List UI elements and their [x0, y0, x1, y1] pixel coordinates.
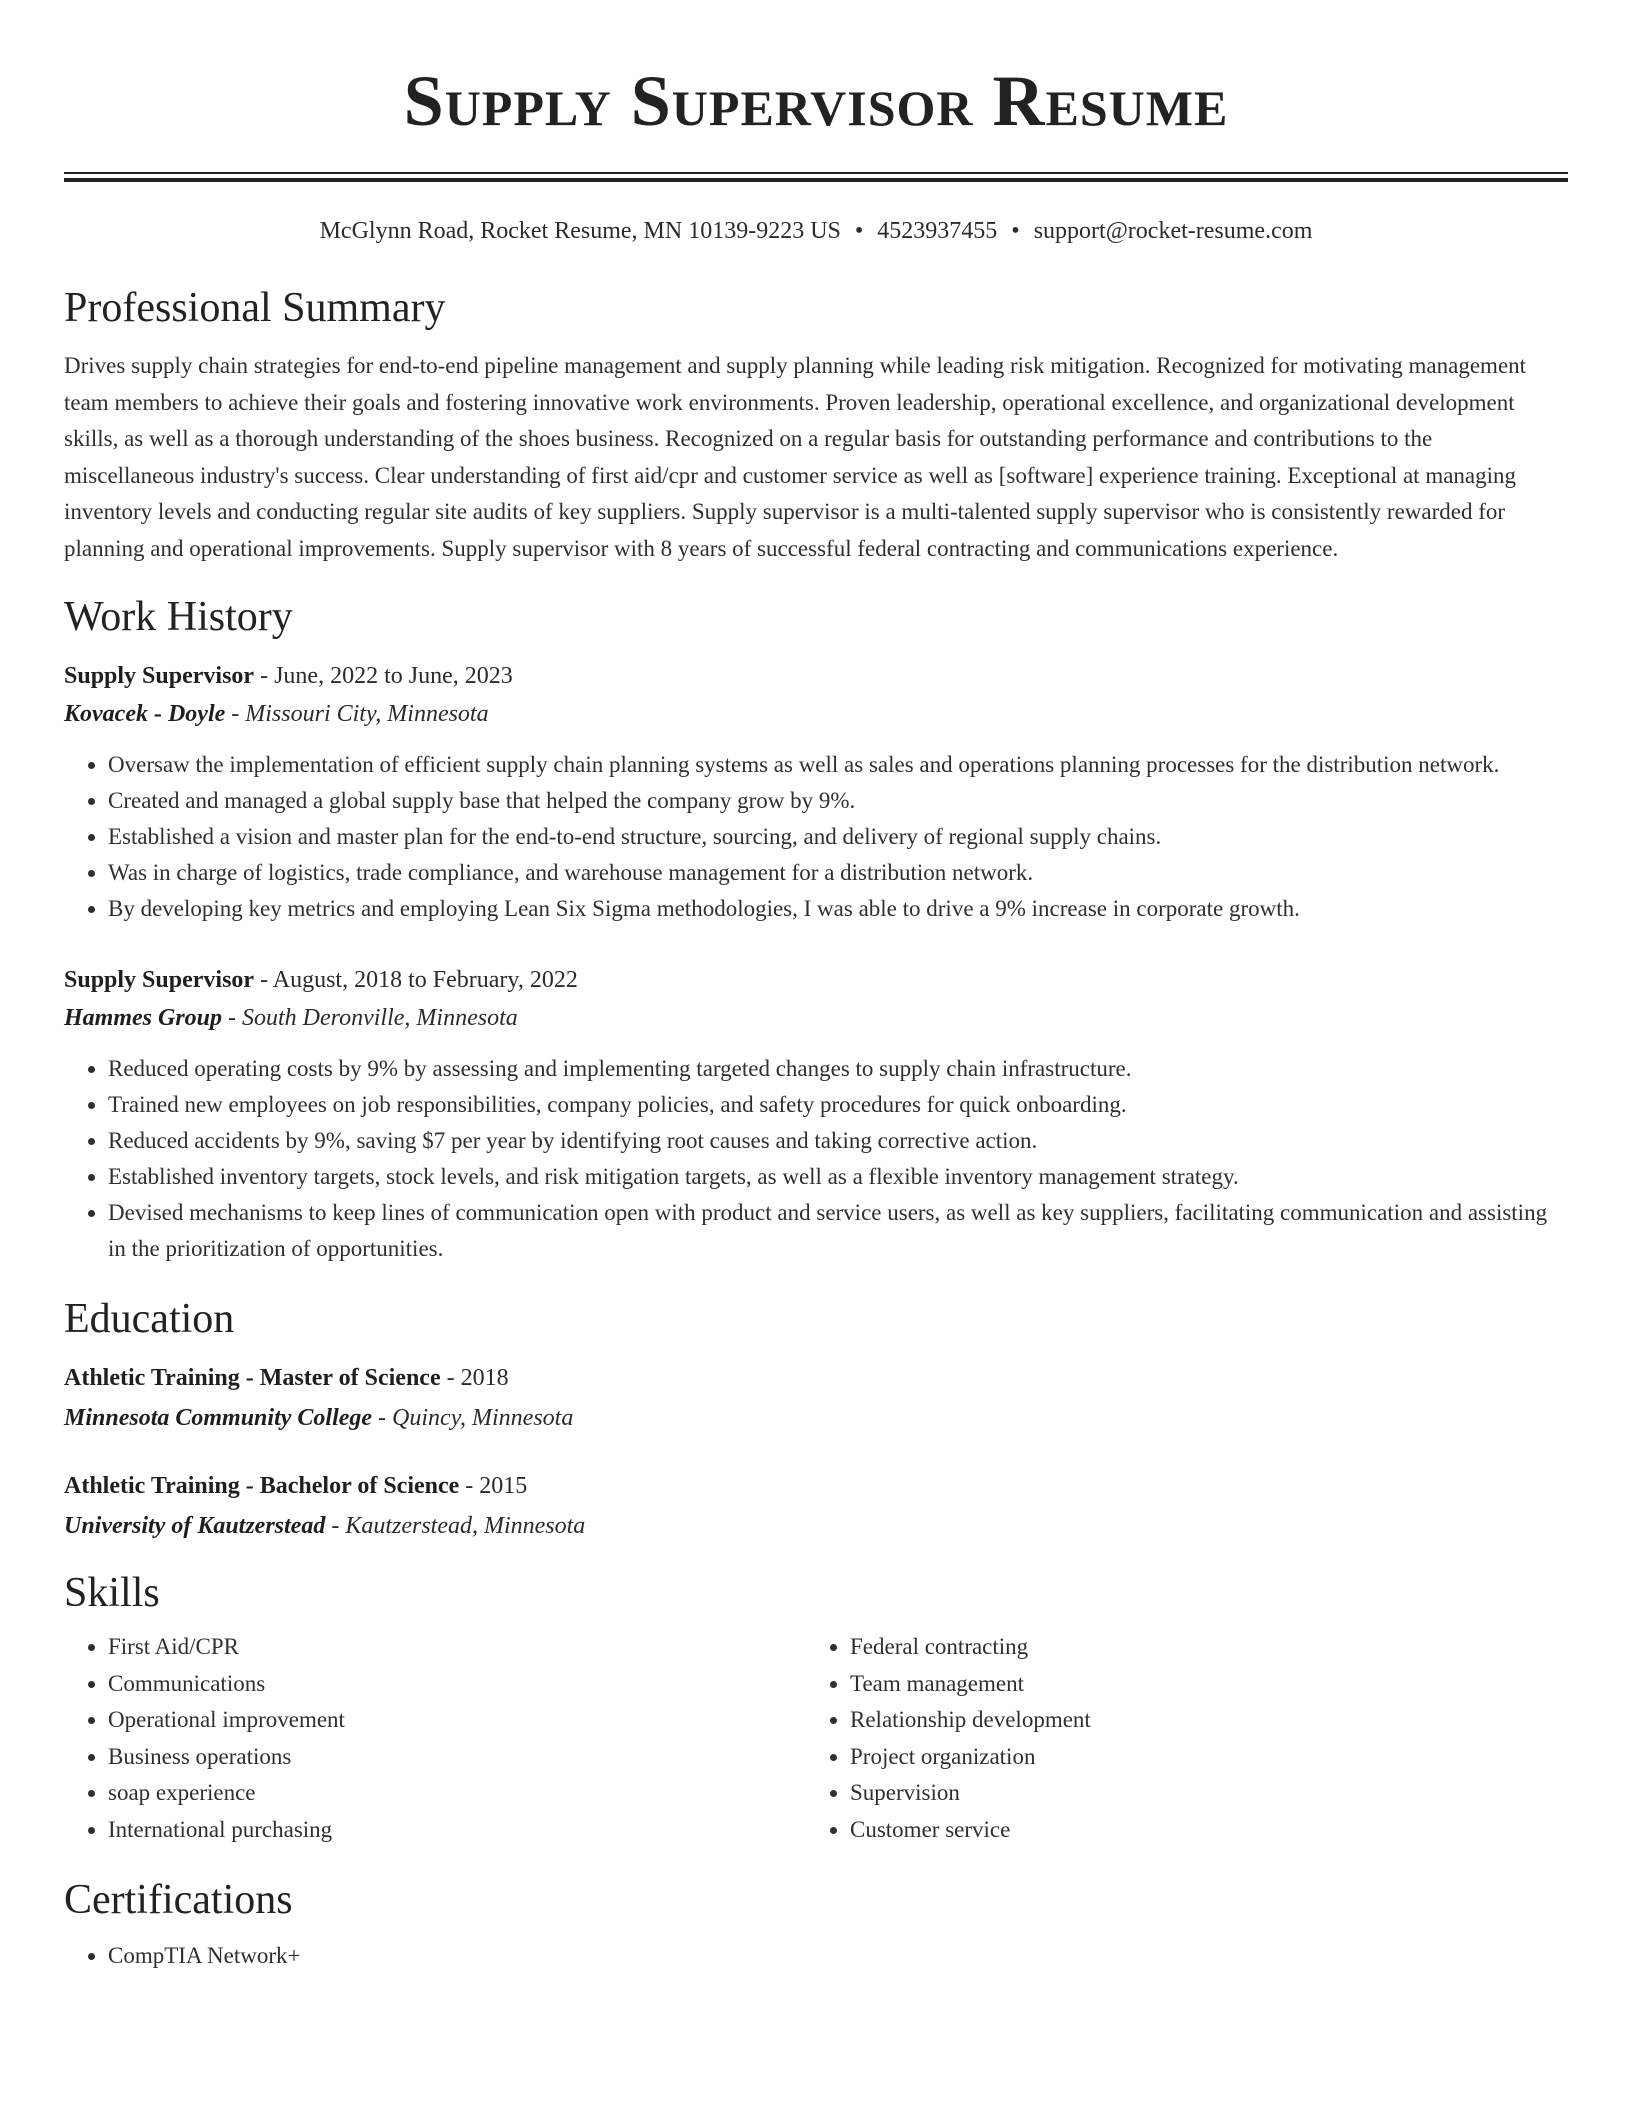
- contact-line: [64, 214, 1568, 248]
- job-bullet: • Reduced accidents by 9%, saving $7 per year by identifying root causes and taking corrective action.: [108, 1123, 1568, 1159]
- job-bullet: • Created and managed a global supply base that helped the company grow by 9%.: [108, 783, 1568, 819]
- skills-column-left: [64, 1629, 806, 1848]
- education-degree-line: [64, 1467, 1568, 1505]
- title-divider: [64, 172, 1568, 182]
- job-title: Supply Supervisor: [64, 967, 255, 993]
- education-heading: Education: [64, 1296, 235, 1342]
- job-bullet: • Established a vision and master plan for the end-to-end structure, sourcing, and delivery of regional supply chains.: [108, 819, 1568, 855]
- job-dates: - June, 2022 to June, 2023: [254, 663, 513, 689]
- job-dates: - August, 2018 to February, 2022: [254, 967, 578, 993]
- job-company-line: [64, 695, 1568, 733]
- skill-item: • First Aid/CPR: [108, 1629, 806, 1666]
- skill-item: • Supervision: [850, 1775, 1548, 1812]
- education-school: University of Kautzerstead: [64, 1513, 326, 1539]
- education-school: Minnesota Community College: [64, 1405, 373, 1431]
- skill-item: • Communications: [108, 1666, 806, 1703]
- job-bullet: • Oversaw the implementation of efficient supply chain planning systems as well as sales and operations planning processes for the distribution network.: [108, 747, 1568, 783]
- job-company: Hammes Group: [64, 1005, 223, 1031]
- education-degree: Athletic Training - Master of Science: [64, 1365, 441, 1391]
- skill-item: • International purchasing: [108, 1812, 806, 1849]
- education-location: - Kautzerstead, Minnesota: [325, 1513, 586, 1539]
- education-year: - 2018: [440, 1365, 509, 1391]
- contact-address: McGlynn Road, Rocket Resume, MN 10139-9223 US: [319, 218, 841, 244]
- contact-separator: •: [1011, 218, 1020, 244]
- education-entry: [64, 1359, 1568, 1437]
- skill-item: • Team management: [850, 1666, 1548, 1703]
- skills-heading: Skills: [64, 1570, 160, 1616]
- job-entry: [64, 657, 1568, 927]
- summary-heading: Professional Summary: [64, 285, 446, 331]
- education-year: - 2015: [459, 1473, 528, 1499]
- job-entry: [64, 961, 1568, 1267]
- contact-email[interactable]: support@rocket-resume.com: [1033, 218, 1313, 244]
- job-location: - Missouri City, Minnesota: [225, 701, 489, 727]
- job-location: - South Deronville, Minnesota: [222, 1005, 518, 1031]
- resume-title: Supply Supervisor Resume: [403, 61, 1229, 141]
- job-title: Supply Supervisor: [64, 663, 255, 689]
- skill-item: • Customer service: [850, 1812, 1548, 1849]
- job-bullets: [64, 747, 1568, 927]
- education-entry: [64, 1467, 1568, 1545]
- contact-separator: •: [854, 218, 864, 244]
- job-title-line: [64, 657, 1568, 695]
- job-bullet: • Trained new employees on job responsibilities, company policies, and safety procedures for quick onboarding.: [108, 1087, 1568, 1123]
- job-bullet: • By developing key metrics and employing Lean Six Sigma methodologies, I was able to drive a 9% increase in corporate growth.: [108, 891, 1568, 927]
- skill-item: • Federal contracting: [850, 1629, 1548, 1666]
- job-bullets: [64, 1051, 1568, 1267]
- skill-item: • Business operations: [108, 1739, 806, 1776]
- skills-column-right: [806, 1629, 1548, 1848]
- education-school-line: [64, 1399, 1568, 1437]
- skill-item: • soap experience: [108, 1775, 806, 1812]
- skill-item: • Operational improvement: [108, 1702, 806, 1739]
- certifications-list: [64, 1938, 1568, 1974]
- certification-item: • CompTIA Network+: [108, 1938, 1568, 1974]
- job-title-line: [64, 961, 1568, 999]
- education-location: - Quincy, Minnesota: [372, 1405, 574, 1431]
- skills-grid: [64, 1629, 1568, 1848]
- skill-item: • Relationship development: [850, 1702, 1548, 1739]
- job-company: Kovacek - Doyle: [64, 701, 226, 727]
- contact-phone: 4523937455: [877, 218, 998, 244]
- education-school-line: [64, 1507, 1568, 1545]
- job-company-line: [64, 999, 1568, 1037]
- education-degree: Athletic Training - Bachelor of Science: [64, 1473, 460, 1499]
- summary-text: Drives supply chain strategies for end-to-end pipeline management and supply planning while leading risk mitigation. Recognized for motivating management team members to achieve their goals and fostering innovative work environments. Proven leadership, operational excellence, and organizational development skills, as well as a thorough understanding of the shoes business. Recognized on a regular basis for outstanding performance and contributions to the miscellaneous industry's success. Clear understanding of first aid/cpr and customer service as well as [software] experience training. Exceptional at managing inventory levels and conducting regular site audits of key suppliers. Supply supervisor is a multi-talented supply supervisor who is consistently rewarded for planning and operational improvements. Supply supervisor with 8 years of successful federal contracting and communications experience.: [64, 353, 1527, 561]
- job-bullet: • Was in charge of logistics, trade compliance, and warehouse management for a distribution network.: [108, 855, 1568, 891]
- job-bullet: • Reduced operating costs by 9% by assessing and implementing targeted changes to supply chain infrastructure.: [108, 1051, 1568, 1087]
- job-bullet: • Established inventory targets, stock levels, and risk mitigation targets, as well as a flexible inventory management strategy.: [108, 1159, 1568, 1195]
- skill-item: • Project organization: [850, 1739, 1548, 1776]
- job-bullet: • Devised mechanisms to keep lines of communication open with product and service users, as well as key suppliers, facilitating communication and assisting in the prioritization of opportunities.: [108, 1195, 1568, 1267]
- certifications-heading: Certifications: [64, 1877, 293, 1923]
- education-degree-line: [64, 1359, 1568, 1397]
- work-history-heading: Work History: [64, 594, 293, 640]
